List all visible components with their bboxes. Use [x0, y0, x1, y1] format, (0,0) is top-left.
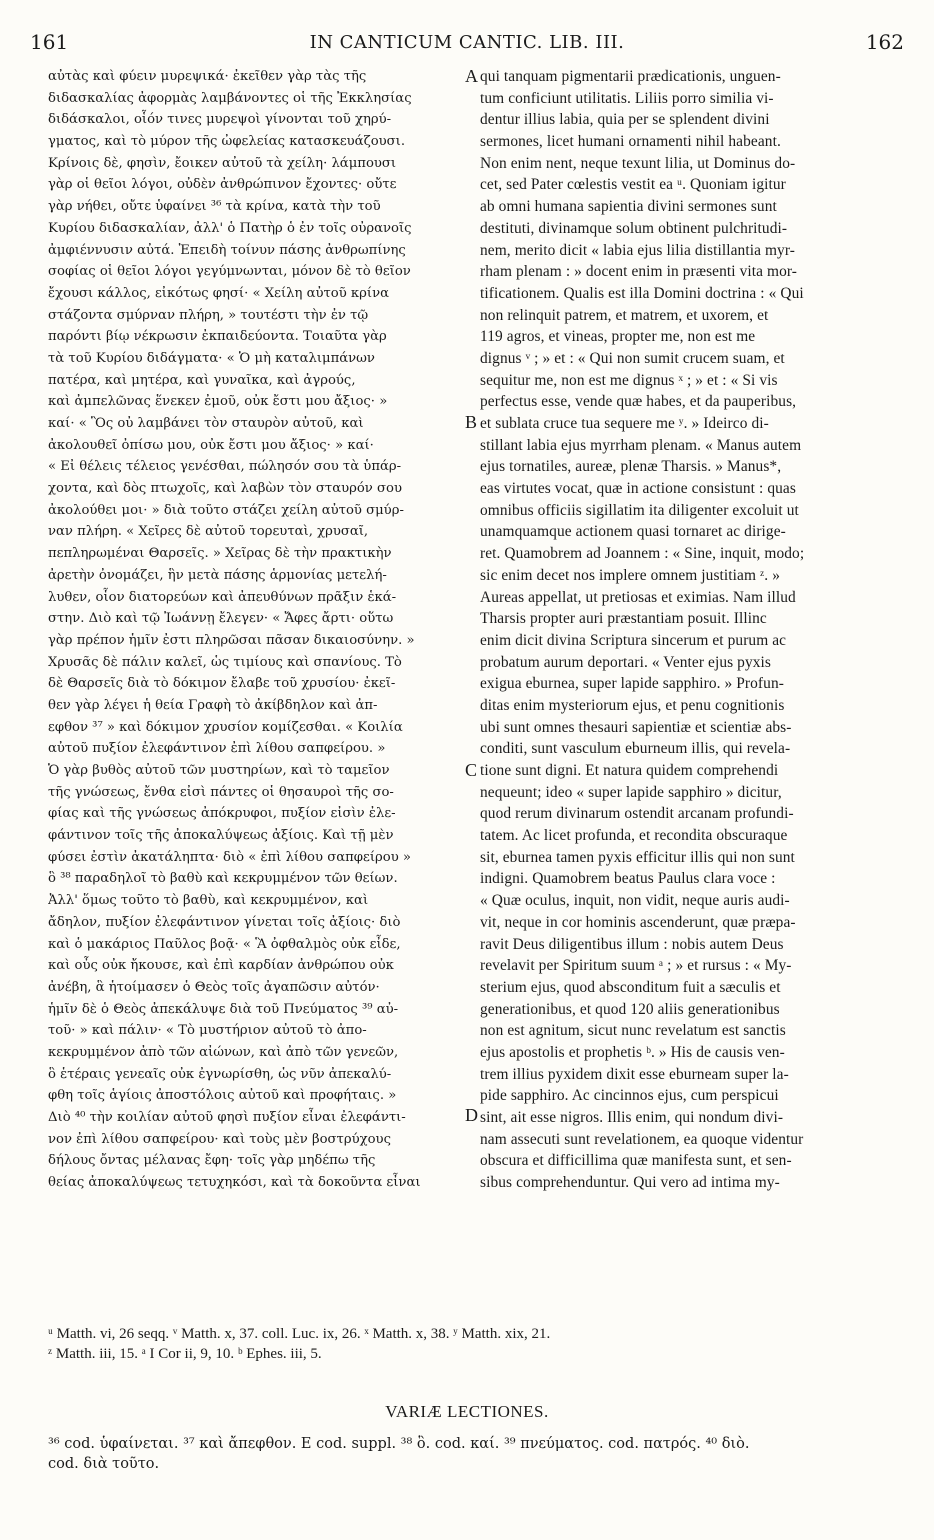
- greek-text-line: αὐτοῦ πυξίον ἐλεφάντινον ἐπὶ λίθου σαπφείρου. »: [48, 741, 386, 757]
- greek-text-line: τὰ τοῦ Κυρίου διδάγματα· « Ὁ μὴ καταλιμπάνων: [48, 350, 375, 366]
- latin-text-line: cet, sed Pater cœlestis vestit ea ᵘ. Quoniam igitur: [480, 176, 786, 194]
- greek-text-line: τοῦ· » καὶ πάλιν· « Τὸ μυστήριον αὐτοῦ τὸ ἀπο-: [48, 1023, 367, 1039]
- latin-text-line: tione sunt digni. Et natura quidem comprehendi: [480, 762, 779, 779]
- latin-text-line: sic enim decet nos implere omnem justitiam ᶻ. »: [480, 566, 780, 584]
- latin-text-line: ab omni humana sapientia divini sermones sunt: [480, 198, 777, 216]
- greek-text-line: ναν πλήρη. « Χεῖρες δὲ αὐτοῦ τορευταὶ, χρυσαῖ,: [48, 524, 369, 540]
- greek-text-line: εφθον ³⁷ » καὶ δόκιμον χρυσίον κομίζεσθαι. « Κοιλία: [48, 719, 403, 735]
- latin-text-line: sint, ait esse nigros. Illis enim, qui nondum divi-: [480, 1109, 784, 1126]
- section-marker-d: D: [465, 1105, 478, 1125]
- greek-text-line: καὶ ἀμπελῶνας ἕνεκεν ἐμοῦ, οὐκ ἔστι μου ἄξιος· »: [48, 394, 388, 410]
- latin-text-line: tum conficiunt utilitatis. Liliis porro similia vi-: [480, 89, 774, 107]
- latin-text-line: ret. Quamobrem ad Joannem : « Sine, inquit, modo;: [480, 545, 805, 563]
- greek-text-line: αὐτὰς καὶ φύειν μυρεψικά· ἐκεῖθεν γὰρ τὰς τῆς: [48, 69, 367, 84]
- greek-text-line: φίας καὶ τῆς γνώσεως ἀπόκρυφοι, πυξίον εἰσὶν ἐλε-: [48, 806, 396, 822]
- latin-text-line: nam assecuti sunt revelationem, ea quoque videntur: [480, 1130, 804, 1148]
- greek-text-line: θείας ἀποκαλύψεως τετυχηκόσι, καὶ τὰ δοκοῦντα εἶναι: [48, 1175, 421, 1191]
- variae-line-1: ³⁶ cod. ὑφαίνεται. ³⁷ καὶ ἄπεφθον. E cod. suppl. ³⁸ ὃ. cod. καί. ³⁹ πνεύματος. cod. πατρός. ⁴⁰ διὸ.: [48, 1436, 750, 1452]
- latin-text-line: Aureas appellat, ut pretiosas et eximias. Nam illud: [480, 588, 796, 606]
- greek-text-line: καὶ ὁ μακάριος Παῦλος βοᾷ· « Ἃ ὀφθαλμὸς οὐκ εἶδε,: [48, 936, 401, 952]
- latin-text-line: nem, merito dicit « labia ejus lilia distillantia myr-: [480, 241, 795, 259]
- latin-text-line: vit, neque in cor hominis ascenderunt, quæ præpa-: [480, 913, 796, 931]
- greek-text-line: κεκρυμμένον ἀπὸ τῶν αἰώνων, καὶ ἀπὸ τῶν γενεῶν,: [48, 1044, 399, 1060]
- variae-lectiones-heading: VARIÆ LECTIONES.: [385, 1402, 549, 1421]
- latin-column: [480, 66, 898, 1194]
- greek-text-line: ἀρετὴν ὀνομάζει, ἣν μετὰ πάσης ἁρμονίας μετελή-: [48, 567, 387, 583]
- latin-text-line: probatum aurum deportari. « Venter ejus pyxis: [480, 653, 772, 671]
- latin-text-line: ejus apostolis et prophetis ᵇ. » His de causis ven-: [480, 1043, 785, 1061]
- latin-text-line: Tharsis propter auri præstantiam posuit. Illinc: [480, 610, 767, 628]
- latin-text-line: conditi, sunt vasculum eburneum illis, qui revela-: [480, 740, 791, 758]
- greek-text-line: ὃ ³⁸ παραδηλοῖ τὸ βαθὺ καὶ κεκρυμμένον τῶν θείων.: [48, 871, 398, 887]
- footnote-line-2: ᶻ Matth. iii, 15. ᵃ I Cor ii, 9, 10. ᵇ Ephes. iii, 5.: [48, 1346, 322, 1362]
- greek-text-line: δήλους ὄντας μέλανας ἔφη· τοῖς γὰρ μηδέπω τῆς: [48, 1153, 376, 1169]
- latin-text-line: ejus tornatiles, aureæ, plenæ Tharsis. » Manus*,: [480, 458, 782, 476]
- greek-text-line: φάντινον τοῖς τῆς ἀποκαλύψεως ἀξίοις. Καὶ τῇ μὲν: [48, 828, 394, 844]
- greek-column: [48, 66, 462, 1194]
- latin-text-line: revelavit per Spiritum suum ᵃ ; » et rursus : « My-: [480, 957, 792, 975]
- greek-text-line: γματος, καὶ τὸ μύρον τῆς ὠφελείας κατασκευάζουσι.: [48, 134, 406, 150]
- latin-text-line: enim dicit divina Scriptura sincerum et purum ac: [480, 631, 787, 649]
- latin-text-line: sterium ejus, quod absconditum fuit a sæculis et: [480, 978, 781, 996]
- greek-text-line: φύσει ἐστὶν ἀκατάληπτα· διὸ « ἐπὶ λίθου σαπφείρου »: [48, 849, 411, 865]
- variae-line-2: cod. διὰ τοῦτο.: [48, 1456, 160, 1472]
- latin-text-line: dignus ᵛ ; » et : « Qui non sumit crucem suam, et: [480, 349, 785, 367]
- latin-text-line: nequeunt; ideo « super lapide sapphiro » dicitur,: [480, 783, 782, 801]
- greek-text-line: ἀμφιέννυσιν αὐτά. Ἐπειδὴ τοίνυν πάσης ἀνθρωπίνης: [48, 242, 406, 258]
- greek-text-line: πατέρα, καὶ μητέρα, καὶ γυναῖκα, καὶ ἀγρούς,: [48, 372, 356, 388]
- section-marker-c: C: [465, 760, 478, 780]
- greek-text-line: φθη τοῖς ἁγίοις ἀποστόλοις αὐτοῦ καὶ προφήταις. »: [48, 1088, 397, 1104]
- greek-text-line: στην. Διὸ καὶ τῷ Ἰωάννῃ ἔλεγεν· « Ἄφες ἄρτι· οὕτω: [48, 611, 394, 627]
- greek-text-line: « Εἰ θέλεις τέλειος γενέσθαι, πώλησόν σου τὰ ὑπάρ-: [48, 459, 402, 475]
- greek-text-line: γὰρ πρέπον ἡμῖν ἐστι πληρῶσαι πᾶσαν δικαιοσύνην. »: [48, 632, 415, 648]
- latin-text-line: non est agnitum, sicut nunc revelatum est sanctis: [480, 1022, 786, 1040]
- greek-text-line: ἀκολούθει μοι· » διὰ τοῦτο στάζει χείλη αὐτοῦ σμύρ-: [48, 502, 404, 518]
- latin-text-line: rham plenam : » docent enim in præsenti vita mor-: [480, 263, 798, 281]
- latin-text-line: perfectus esse, vende quæ habes, et da pauperibus,: [480, 393, 797, 411]
- footnote-line-1: ᵘ Matth. vi, 26 seqq. ᵛ Matth. x, 37. coll. Luc. ix, 26. ˣ Matth. x, 38. ʸ Matth. xix, 21.: [48, 1326, 551, 1342]
- latin-text-line: tatem. Ac licet profunda, et recondita obscuraque: [480, 827, 788, 845]
- greek-text-line: πεπληρωμέναι Θαρσεῖς. » Χεῖρας δὲ τὴν πρακτικὴν: [48, 546, 392, 562]
- greek-text-line: παρόντι βίῳ νέκρωσιν ἐκπαιδεύοντα. Τοιαῦτα γὰρ: [48, 329, 387, 345]
- greek-text-line: καὶ οὖς οὐκ ἤκουσε, καὶ ἐπὶ καρδίαν ἀνθρώπου οὐκ: [48, 958, 394, 974]
- greek-text-line: γὰρ νήθει, οὔτε ὑφαίνει ³⁶ τὰ κρίνα, κατὰ τὴν τοῦ: [48, 199, 381, 215]
- greek-text-line: διδάσκαλοι, οἷόν τινες μυρεψοὶ γίνονται τοῦ χηρύ-: [48, 112, 392, 128]
- latin-text-line: quod rerum divinarum ostendit arcanam profundi-: [480, 805, 794, 823]
- latin-text-line: « Quæ oculus, inquit, non vidit, neque auris audi-: [480, 892, 790, 910]
- latin-text-line: ditas enim mysteriorum ejus, et penu cognitionis: [480, 696, 785, 714]
- latin-text-line: unamquamque actionem quasi tornaret ac dirige-: [480, 523, 786, 541]
- greek-text-line: Κυρίου διδασκαλίαν, ἀλλ' ὁ Πατὴρ ὁ ἐν τοῖς οὐρανοῖς: [48, 220, 412, 236]
- greek-text-line: λυθεν, οἷον διατορεύων καὶ ἀπευθύνων πρᾶξιν ἑκά-: [48, 589, 397, 605]
- greek-text-line: Ὁ γὰρ βυθὸς αὐτοῦ τῶν μυστηρίων, καὶ τὸ ταμεῖον: [48, 763, 390, 778]
- latin-text-line: trem illius pyxidem dixit esse eburneam super la-: [480, 1065, 789, 1083]
- greek-text-line: δὲ Θαρσεῖς διὰ τὸ δόκιμον ἔλαβε τοῦ χρυσίου· ἐκεῖ-: [48, 676, 396, 692]
- greek-text-line: στάζοντα σμύρναν πλήρη, » τουτέστι τὴν ἐν τῷ: [48, 307, 369, 323]
- latin-text-line: Non enim nent, neque texunt lilia, ut Dominus do-: [480, 154, 796, 172]
- greek-text-line: σοφίας οἱ θεῖοι λόγοι γεγύμνωνται, μόνον δὲ τὸ θεῖον: [48, 264, 411, 280]
- page-number-right: 162: [865, 30, 904, 54]
- latin-text-line: et sublata cruce tua sequere me ʸ. » Ideirco di-: [480, 415, 769, 432]
- page-number-left: 161: [30, 30, 69, 54]
- greek-text-line: γὰρ οἱ θεῖοι λόγοι, οὐδὲν ἀνθρώπινον ἔχοντες· οὔτε: [48, 177, 397, 193]
- latin-text-line: ubi sunt omnes thesauri sapientiæ et scientiæ abs-: [480, 718, 792, 736]
- greek-text-line: διδασκαλίας ἀφορμὰς λαμβάνοντες οἱ τῆς Ἐκκλησίας: [48, 90, 412, 106]
- greek-text-line: ἀνέβη, ἃ ἡτοίμασεν ὁ Θεὸς τοῖς ἀγαπῶσιν αὐτόν·: [48, 979, 380, 995]
- latin-text-line: qui tanquam pigmentarii prædicationis, unguen-: [480, 68, 781, 85]
- latin-text-line: generationibus, et quod 120 aliis generationibus: [480, 1000, 780, 1018]
- latin-text-line: omnibus officiis sigillatim ita diligenter excoluit ut: [480, 501, 799, 519]
- latin-text-line: ravit Deus diligentibus illum : nobis autem Deus: [480, 935, 784, 953]
- latin-text-line: sequitur me, non est me dignus ˣ ; » et : « Si vis: [480, 371, 778, 389]
- greek-text-line: Χρυσᾶς δὲ πάλιν καλεῖ, ὡς τιμίους καὶ σπανίους. Τὸ: [48, 654, 402, 670]
- greek-text-line: ἄδηλον, πυξίον ἐλεφάντινον γίνεται τοῖς ἀξίοις· διὸ: [48, 914, 401, 930]
- latin-text-line: sibus comprehenduntur. Qui vero ad intima my-: [480, 1174, 780, 1192]
- greek-text-line: θεν γὰρ λέγει ἡ θεία Γραφὴ τὸ ἀκίβδηλον καὶ ἀπ-: [48, 697, 378, 713]
- greek-text-line: χοντα, καὶ δὸς πτωχοῖς, καὶ λαβὼν τὸν σταυρόν σου: [48, 481, 402, 497]
- greek-text-line: ἡμῖν δὲ ὁ Θεὸς ἀπεκάλυψε διὰ τοῦ Πνεύματος ³⁹ αὐ-: [48, 1001, 399, 1017]
- latin-text-line: tificationem. Qualis est illa Domini doctrina : « Qui: [480, 284, 804, 302]
- latin-text-line: destituti, divinamque solum obtinent pulchritudi-: [480, 219, 788, 237]
- greek-text-line: ὃ ἑτέραις γενεαῖς οὐκ ἐγνωρίσθη, ὡς νῦν ἀπεκαλύ-: [48, 1066, 392, 1082]
- latin-text-line: dentur illius labia, quia per se splendent divini: [480, 111, 770, 129]
- greek-text-line: Κρίνοις δὲ, φησὶν, ἔοικεν αὐτοῦ τὰ χείλη· λάμπουσι: [48, 155, 397, 171]
- latin-text-line: eas virtutes vocat, quæ in actione consistunt : quas: [480, 480, 796, 498]
- greek-text-line: Ἀλλ' ὅμως τοῦτο τὸ βαθὺ, καὶ κεκρυμμένον, καὶ: [48, 893, 369, 909]
- latin-text-line: non relinquit patrem, et matrem, et uxorem, et: [480, 306, 769, 324]
- page-header: [30, 30, 904, 58]
- section-marker-a: A: [465, 66, 478, 86]
- greek-text-line: τῆς γνώσεως, ἔνθα εἰσὶ πάντες οἱ θησαυροὶ τῆς σο-: [48, 784, 394, 800]
- greek-text-line: ἀκολουθεῖ ὀπίσω μου, οὐκ ἔστι μου ἄξιος· » καί·: [48, 437, 374, 453]
- greek-text-line: Διὸ ⁴⁰ τὴν κοιλίαν αὐτοῦ φησὶ πυξίον εἶναι ἐλεφάντι-: [48, 1110, 406, 1125]
- latin-text-line: obscura et difficillima quæ manifesta sunt, et sen-: [480, 1152, 792, 1170]
- section-marker-b: B: [465, 412, 478, 432]
- latin-text-line: sit, eburnea tamen pyxis efficitur illis qui non sunt: [480, 848, 795, 866]
- greek-text-line: νον ἐπὶ λίθου σαπφείρου· καὶ τοὺς μὲν βοστρύχους: [48, 1131, 391, 1147]
- greek-text-line: καί· « Ὃς οὐ λαμβάνει τὸν σταυρὸν αὐτοῦ, καὶ: [48, 416, 364, 431]
- latin-text-line: 119 agros, et vineas, propter me, non est me: [480, 328, 756, 346]
- greek-text-line: ἔχουσι κάλλος, εἰκότως φησί· « Χείλη αὐτοῦ κρίνα: [48, 285, 390, 301]
- latin-text-line: pide sapphiro. Ac cincinnos ejus, cum perspicui: [480, 1087, 779, 1105]
- latin-text-line: stillant labia ejus myrrham plenam. « Manus autem: [480, 436, 802, 454]
- latin-text-line: exigua eburnea, super lapide sapphiro. » Profun-: [480, 675, 784, 693]
- latin-text-line: sermones, licet humani ornamenti nihil habeant.: [480, 133, 781, 151]
- latin-text-line: indigni. Quamobrem beatus Paulus clara voce :: [480, 870, 776, 888]
- running-title: IN CANTICUM CANTIC. LIB. III.: [309, 32, 625, 53]
